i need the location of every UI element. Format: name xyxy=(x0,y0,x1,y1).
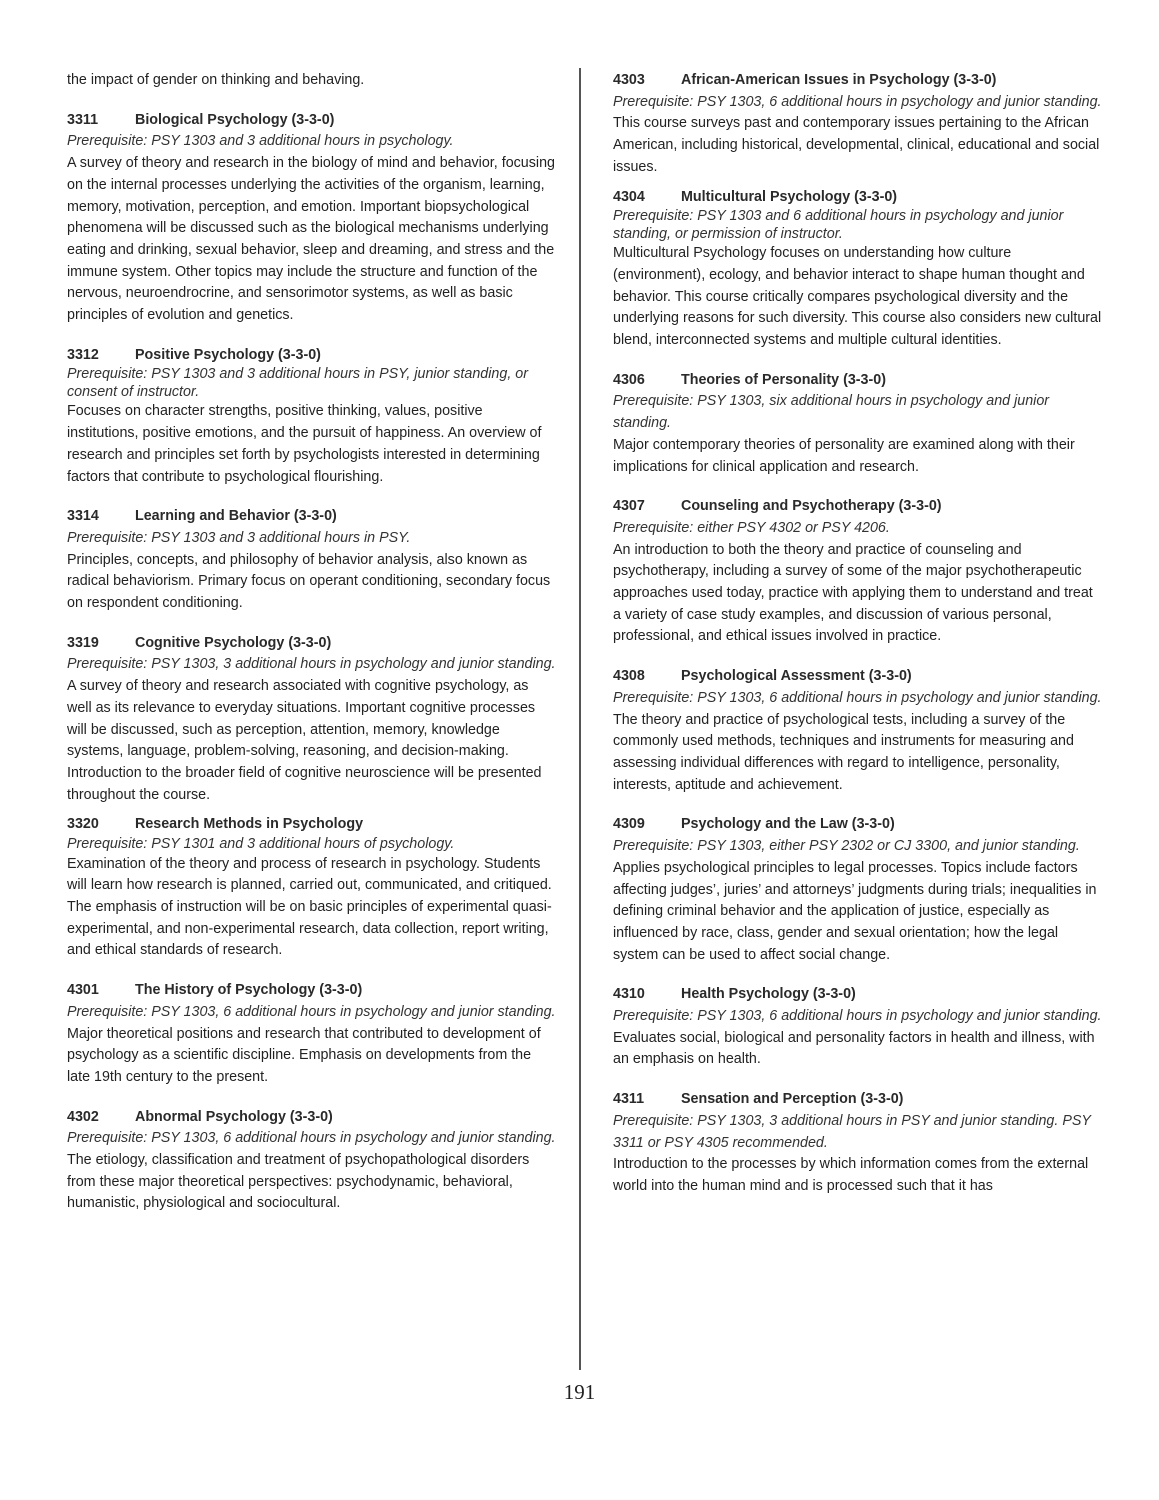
course-number: 4301 xyxy=(67,982,99,999)
course-title: Learning and Behavior (3-3-0) xyxy=(135,508,337,525)
course-prerequisite: Prerequisite: PSY 1303 and 3 additional hours in PSY. xyxy=(67,529,411,546)
course-4301 xyxy=(67,980,557,1089)
course-description: Major contemporary theories of personality are examined along with their implications for clinical application and research. xyxy=(613,436,1075,475)
course-3311 xyxy=(67,110,557,327)
course-number: 4308 xyxy=(613,668,645,685)
course-heading xyxy=(613,187,1103,209)
course-prerequisite: Prerequisite: PSY 1303, six additional hours in psychology and junior standing. xyxy=(613,393,1050,432)
course-description: This course surveys past and contemporary issues pertaining to the African American, including historical, developmental, clinical, educational and social issues. xyxy=(613,115,1100,175)
course-title: Theories of Personality (3-3-0) xyxy=(681,371,886,388)
course-title: Research Methods in Psychology xyxy=(135,816,364,833)
course-heading xyxy=(67,345,557,367)
course-3320 xyxy=(67,814,557,962)
column-divider xyxy=(579,68,581,1370)
course-number: 4303 xyxy=(613,72,645,88)
course-prerequisite: Prerequisite: PSY 1303, 6 additional hours in psychology and junior standing. xyxy=(67,1003,556,1020)
course-prerequisite: Prerequisite: PSY 1303, 6 additional hours in psychology and junior standing. xyxy=(613,93,1102,110)
course-heading xyxy=(67,1107,557,1129)
course-3312 xyxy=(67,345,557,489)
course-description: A survey of theory and research associated with cognitive psychology, as well as its relevance to everyday situations. Important cognitive processes will be discussed, such as perception, attention, memory, knowledge systems, language, problem-solving, reasoning, and decision-making. Introduction to the broader field of cognitive neuroscience will be presented throughout the course. xyxy=(67,678,542,803)
course-number: 4307 xyxy=(613,498,645,515)
course-heading xyxy=(67,110,557,132)
course-heading xyxy=(613,984,1103,1006)
course-heading xyxy=(613,370,1103,392)
course-heading xyxy=(67,506,557,528)
course-4310 xyxy=(613,984,1103,1071)
course-description: Introduction to the processes by which information comes from the external world into the human mind and is processed such that it has xyxy=(613,1156,1089,1194)
course-description: Examination of the theory and process of research in psychology. Students will learn how research is planned, carried out, communicated, and critiqued. The emphasis of instruction will be on basic principles of experimental quasi-experimental, and non-experimental research, data collection, report writing, and ethical standards of research. xyxy=(67,855,552,959)
course-title: Multicultural Psychology (3-3-0) xyxy=(681,188,898,205)
course-description: Focuses on character strengths, positive thinking, values, positive institutions, positive emotions, and the pursuit of happiness. An overview of research and principles set forth by psychologists interested in determining factors that contribute to psychological flourishing. xyxy=(67,403,542,485)
course-heading xyxy=(67,814,557,836)
course-title: Sensation and Perception (3-3-0) xyxy=(681,1091,904,1108)
course-4303 xyxy=(613,70,1103,179)
course-number: 3314 xyxy=(67,508,99,525)
course-heading xyxy=(613,666,1103,688)
course-title: Counseling and Psychotherapy (3-3-0) xyxy=(681,498,942,515)
course-heading xyxy=(613,1089,1103,1111)
course-title: Biological Psychology (3-3-0) xyxy=(135,111,335,128)
course-4306 xyxy=(613,370,1103,479)
course-prerequisite: Prerequisite: PSY 1303, 3 additional hours in psychology and junior standing. xyxy=(67,656,556,673)
course-description: Evaluates social, biological and personality factors in health and illness, with an emphasis on health. xyxy=(613,1029,1095,1068)
right-column xyxy=(613,70,1103,1198)
course-description: Multicultural Psychology focuses on understanding how culture (environment), ecology, and behavior interact to shape human thought and behavior. This course critically compares psychological diversity and the underlying reasons for such diversity. This course also considers new cultural blend, interconnected systems and multiple cultural identities. xyxy=(613,245,1102,349)
course-prerequisite: Prerequisite: PSY 1301 and 3 additional hours of psychology. xyxy=(67,836,455,853)
course-3319 xyxy=(67,633,557,807)
course-title: Psychological Assessment (3-3-0) xyxy=(681,668,912,685)
course-prerequisite: Prerequisite: PSY 1303, 6 additional hours in psychology and junior standing. xyxy=(613,1008,1102,1025)
course-number: 3311 xyxy=(67,111,99,128)
course-heading xyxy=(67,980,557,1002)
course-4311 xyxy=(613,1089,1103,1198)
course-description: Applies psychological principles to legal processes. Topics include factors affecting judges’, juries’ and attorneys’ judgments during trials; inequalities in defining criminal behavior and the application of justice, especially as influenced by race, class, gender and sexual orientation; how the legal system can be used to affect social change. xyxy=(613,859,1097,963)
course-description: Principles, concepts, and philosophy of behavior analysis, also known as radical behaviorism. Primary focus on operant conditioning, secondary focus on respondent conditioning. xyxy=(67,551,551,612)
course-prerequisite: Prerequisite: either PSY 4302 or PSY 4206. xyxy=(613,519,890,536)
left-column xyxy=(67,70,557,1215)
course-prerequisite: Prerequisite: PSY 1303, 6 additional hours in psychology and junior standing. xyxy=(67,1130,556,1147)
course-number: 4304 xyxy=(613,188,645,205)
course-4304 xyxy=(613,187,1103,352)
course-title: Positive Psychology (3-3-0) xyxy=(135,346,321,363)
course-prerequisite: Prerequisite: PSY 1303 and 3 additional hours in PSY, junior standing, or consent of instructor. xyxy=(67,366,528,400)
course-4308 xyxy=(613,666,1103,796)
course-number: 4309 xyxy=(613,816,645,833)
course-description: The etiology, classification and treatment of psychopathological disorders from these major theoretical perspectives: psychodynamic, behavioral, humanistic, physiological and sociocultural. xyxy=(67,1152,530,1212)
course-title: Abnormal Psychology (3-3-0) xyxy=(135,1108,333,1125)
intro-text: the impact of gender on thinking and behaving. xyxy=(67,72,365,88)
course-prerequisite: Prerequisite: PSY 1303, 6 additional hours in psychology and junior standing. xyxy=(613,689,1102,706)
course-number: 3319 xyxy=(67,634,99,651)
course-heading xyxy=(67,633,557,655)
course-description: An introduction to both the theory and practice of counseling and psychotherapy, including a survey of some of the major psychotherapeutic approaches used today, practice with applying them to understand and treat a variety of case study examples, and discussion of various personal, professional, and ethical issues involved in practice. xyxy=(613,541,1093,645)
course-3314 xyxy=(67,506,557,615)
course-description: Major theoretical positions and research that contributed to development of psychology as a scientific discipline. Emphasis on developments from the late 19th century to the present. xyxy=(67,1025,541,1085)
course-number: 4306 xyxy=(613,371,645,388)
course-4302 xyxy=(67,1107,557,1216)
page-number: 191 xyxy=(563,1380,596,1404)
course-number: 3320 xyxy=(67,816,99,833)
course-prerequisite: Prerequisite: PSY 1303 and 3 additional hours in psychology. xyxy=(67,133,454,150)
course-number: 4310 xyxy=(613,986,645,1003)
course-description: The theory and practice of psychological tests, including a survey of the commonly used methods, techniques and instruments for measuring and assessing individual differences with regard to intelligence, personality, interests, aptitude and achievement. xyxy=(613,711,1074,793)
course-title: Cognitive Psychology (3-3-0) xyxy=(135,634,332,651)
course-prerequisite: Prerequisite: PSY 1303, 3 additional hours in PSY and junior standing. PSY 3311 or PSY 4305 recommended. xyxy=(613,1112,1091,1151)
course-heading xyxy=(613,496,1103,518)
course-prerequisite: Prerequisite: PSY 1303, either PSY 2302 or CJ 3300, and junior standing. xyxy=(613,838,1080,855)
course-number: 4302 xyxy=(67,1108,99,1125)
course-heading xyxy=(613,814,1103,836)
course-prerequisite: Prerequisite: PSY 1303 and 6 additional hours in psychology and junior standing, or permission of instructor. xyxy=(613,208,1064,242)
course-title: Health Psychology (3-3-0) xyxy=(681,986,856,1003)
course-4307 xyxy=(613,496,1103,648)
course-4309 xyxy=(613,814,1103,966)
course-heading xyxy=(613,70,1103,92)
course-title: African-American Issues in Psychology (3-3-0) xyxy=(681,72,997,88)
course-description: A survey of theory and research in the biology of mind and behavior, focusing on the internal processes underlying the activities of the organism, learning, memory, motivation, perception, and emotion. Important biopsychological phenomena will be discussed such as the biological mechanisms underlying eating and drinking, sexual behavior, sleep and dreaming, and stress and the immune system. Other topics may include the structure and function of the nervous, neuroendrocrine, and sensorimotor systems, as well as basic principles of evolution and genetics. xyxy=(67,155,555,324)
course-number: 4311 xyxy=(613,1091,645,1108)
course-title: Psychology and the Law (3-3-0) xyxy=(681,816,895,833)
course-number: 3312 xyxy=(67,346,99,363)
course-title: The History of Psychology (3-3-0) xyxy=(135,982,363,999)
